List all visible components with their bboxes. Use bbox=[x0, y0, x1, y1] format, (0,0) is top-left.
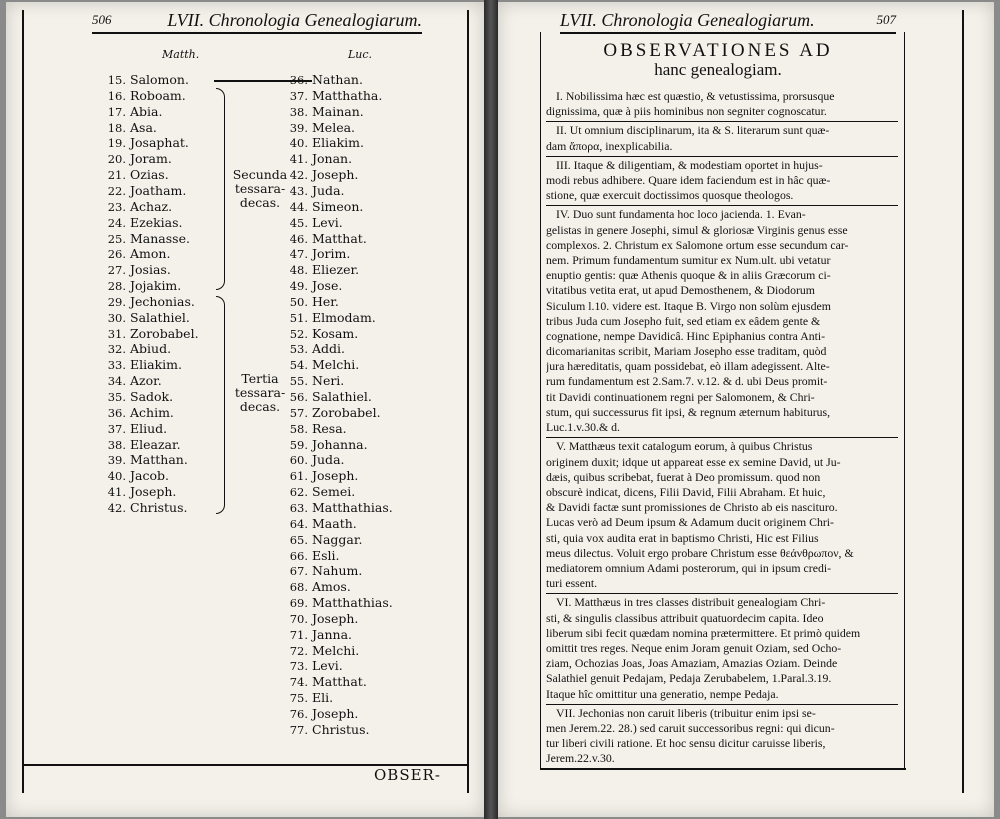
genealogy-entry bbox=[282, 215, 343, 231]
genealogy-entry bbox=[282, 88, 382, 104]
entry-name: Zorobabel. bbox=[312, 404, 381, 420]
entry-number: 67. bbox=[289, 564, 308, 579]
paragraph-line: mediatorem omnium Adami posterorum, qui in ipsum credi- bbox=[546, 560, 832, 575]
genealogy-entry bbox=[100, 278, 181, 294]
entry-number: 24. bbox=[107, 215, 126, 230]
genealogy-entry bbox=[282, 722, 369, 738]
entry-name: Joseph. bbox=[312, 610, 359, 626]
paragraph-line: tur liberi civili ratione. Et hoc sensu dicitur caruisse liberis, bbox=[546, 736, 826, 751]
genealogy-entry bbox=[100, 405, 174, 421]
paragraph-line: dam ἄπορα, inexplicabilia. bbox=[546, 138, 673, 153]
genealogy-entry bbox=[282, 120, 355, 136]
entry-number: 40. bbox=[289, 136, 308, 151]
entry-name: Neri. bbox=[312, 373, 345, 389]
left-catchword: OBSER- bbox=[374, 766, 441, 784]
entry-number: 51. bbox=[289, 310, 308, 325]
book-gutter bbox=[484, 0, 498, 819]
paragraph-line: nem. Primum fundamentum sumitur ex Num.ult. ubi vetatur bbox=[546, 252, 831, 267]
entry-name: Resa. bbox=[312, 420, 347, 436]
entry-number: 63. bbox=[289, 500, 308, 515]
entry-number: 61. bbox=[289, 469, 308, 484]
paragraph-line: sti, & singulis classibus attribuit quatuordecim capita. Ideo bbox=[546, 610, 824, 625]
genealogy-entry bbox=[282, 421, 347, 437]
entry-name: Achim. bbox=[130, 404, 174, 420]
entry-name: Janna. bbox=[312, 626, 352, 642]
entry-name: Eliezer. bbox=[312, 262, 360, 278]
genealogy-entry bbox=[282, 484, 355, 500]
entry-name: Matthat. bbox=[312, 230, 367, 246]
entry-name: Asa. bbox=[130, 119, 157, 135]
genealogy-entry bbox=[100, 452, 188, 468]
paragraph-line: III. Itaque & diligentiam, & modestiam oportet in hujus- bbox=[556, 157, 823, 172]
second-group-bracket bbox=[216, 88, 225, 290]
genealogy-entry bbox=[100, 468, 169, 484]
entry-number: 46. bbox=[289, 231, 308, 246]
entry-number: 34. bbox=[107, 374, 126, 389]
matthew-column-heading: Matth. bbox=[162, 48, 200, 61]
genealogy-entry bbox=[282, 151, 352, 167]
genealogy-entry bbox=[100, 262, 171, 278]
entry-number: 41. bbox=[289, 152, 308, 167]
entry-name: Matthatha. bbox=[312, 87, 383, 103]
genealogy-entry bbox=[282, 468, 358, 484]
entry-number: 23. bbox=[107, 199, 126, 214]
entry-number: 36. bbox=[289, 73, 308, 87]
entry-name: Josias. bbox=[130, 262, 171, 278]
observation-paragraph bbox=[546, 89, 896, 119]
paragraph-line: tribus Juda cum Josepho fuit, sed etiam ex eâdem gente & bbox=[546, 313, 821, 328]
paragraph-line: II. Ut omnium disciplinarum, ita & S. literarum sunt quæ- bbox=[556, 123, 830, 138]
entry-number: 26. bbox=[107, 247, 126, 262]
paragraph-line: vitatibus vetita erat, ut apud Demosthenem, & Diodorum bbox=[546, 283, 815, 298]
entry-number: 38. bbox=[107, 437, 126, 452]
paragraph-line: I. Nobilissima hæc est quæstio, & vetustissima, prorsusque bbox=[556, 89, 835, 103]
entry-number: 22. bbox=[107, 183, 126, 198]
genealogy-entry bbox=[100, 88, 186, 104]
entry-name: Amon. bbox=[130, 246, 171, 262]
entry-name: Jonan. bbox=[312, 151, 353, 167]
entry-number: 42. bbox=[289, 168, 308, 183]
entry-name: Salathiel. bbox=[130, 309, 190, 325]
genealogy-entry bbox=[282, 595, 393, 611]
entry-name: Melea. bbox=[312, 119, 356, 135]
paragraph-line: VI. Matthæus in tres classes distribuit genealogiam Chri- bbox=[556, 595, 826, 610]
genealogy-entry bbox=[282, 262, 359, 278]
genealogy-entry bbox=[282, 135, 364, 151]
entry-number: 77. bbox=[289, 722, 308, 737]
paragraph-line: turi essent. bbox=[546, 576, 598, 591]
entry-number: 41. bbox=[107, 485, 126, 500]
entry-name: Joseph. bbox=[312, 468, 359, 484]
observation-paragraph bbox=[546, 123, 896, 153]
entry-number: 38. bbox=[289, 104, 308, 119]
genealogy-entry bbox=[282, 437, 368, 453]
left-page-outer-rule bbox=[22, 10, 24, 793]
third-group-bracket bbox=[216, 296, 225, 514]
entry-name: Joatham. bbox=[130, 182, 187, 198]
genealogy-entry bbox=[282, 563, 362, 579]
entry-number: 59. bbox=[289, 437, 308, 452]
genealogy-entry bbox=[282, 310, 376, 326]
entry-name: Roboam. bbox=[130, 87, 186, 103]
entry-name: Nahum. bbox=[312, 563, 363, 579]
entry-number: 60. bbox=[289, 453, 308, 468]
entry-name: Salathiel. bbox=[312, 389, 372, 404]
entry-name: Jacob. bbox=[130, 468, 169, 484]
entry-number: 39. bbox=[107, 453, 126, 468]
entry-name: Salomon. bbox=[130, 72, 189, 87]
genealogy-entry bbox=[282, 452, 345, 468]
entry-name: Joseph. bbox=[312, 706, 359, 721]
left-running-head bbox=[92, 8, 422, 34]
entry-number: 71. bbox=[289, 627, 308, 642]
second-group-label: Secunda tessara- decas. bbox=[232, 167, 288, 210]
entry-number: 68. bbox=[289, 580, 308, 595]
entry-number: 20. bbox=[107, 152, 126, 167]
right-page-bottom-rule bbox=[540, 768, 906, 770]
entry-number: 37. bbox=[107, 421, 126, 436]
genealogy-entry bbox=[282, 104, 364, 120]
entry-name: Christus. bbox=[130, 499, 188, 515]
genealogy-entry bbox=[100, 104, 162, 120]
paragraph-line: rum fundamentum est 2.Sam.7. v.12. & d. ubi Deus promit- bbox=[546, 374, 828, 389]
genealogy-entry bbox=[100, 135, 189, 151]
entry-number: 25. bbox=[107, 231, 126, 246]
entry-number: 27. bbox=[107, 263, 126, 278]
paragraph-line: stione, quæ exercuit doctissimos quosque theologos. bbox=[546, 188, 794, 203]
entry-name: Joseph. bbox=[130, 484, 177, 500]
paragraph-line: modi rebus adhibere. Quare idem faciendum est in hâc quæ- bbox=[546, 172, 831, 187]
genealogy-entry bbox=[100, 326, 199, 342]
genealogy-entry bbox=[100, 120, 157, 136]
right-page-number: 507 bbox=[876, 12, 896, 27]
entry-number: 65. bbox=[289, 532, 308, 547]
genealogy-entry bbox=[100, 167, 169, 183]
paragraph-line: Luc.1.v.30.& d. bbox=[546, 420, 620, 435]
paragraph-separator bbox=[546, 205, 898, 206]
entry-name: Ezekias. bbox=[130, 214, 183, 230]
entry-number: 21. bbox=[107, 168, 126, 183]
paragraph-separator bbox=[546, 121, 898, 122]
entry-number: 29. bbox=[107, 294, 126, 309]
entry-number: 48. bbox=[289, 263, 308, 278]
entry-number: 30. bbox=[107, 310, 126, 325]
entry-number: 73. bbox=[289, 659, 308, 674]
entry-number: 55. bbox=[289, 374, 308, 389]
genealogy-entry bbox=[282, 516, 357, 532]
entry-number: 56. bbox=[289, 390, 308, 404]
left-page-number: 506 bbox=[92, 12, 112, 27]
paragraph-separator bbox=[546, 156, 898, 157]
entry-number: 50. bbox=[289, 294, 308, 309]
observations-title: OBSERVATIONES AD bbox=[603, 40, 833, 61]
right-running-head bbox=[560, 8, 896, 34]
paragraph-line: meus dilectus. Voluit ergo probare Christum esse θεάνθρωπον, & bbox=[546, 545, 854, 560]
entry-name: Ozias. bbox=[130, 167, 169, 183]
genealogy-entry bbox=[282, 246, 350, 262]
genealogy-entry bbox=[100, 421, 167, 437]
left-running-title: LVII. Chronologia Genealogiarum. bbox=[167, 9, 422, 30]
genealogy-entry bbox=[282, 643, 359, 659]
entry-name: Manasse. bbox=[130, 230, 190, 246]
genealogy-entry bbox=[282, 611, 358, 627]
entry-number: 36. bbox=[107, 405, 126, 420]
paragraph-line: Lucas verò ad Deum ipsum & Adamum ducit originem Chri- bbox=[546, 515, 834, 530]
right-running-title: LVII. Chronologia Genealogiarum. bbox=[560, 9, 815, 30]
entry-number: 76. bbox=[289, 707, 308, 721]
third-group-label: Tertia tessara- decas. bbox=[234, 371, 286, 414]
entry-name: Azor. bbox=[130, 373, 162, 389]
entry-name: Amos. bbox=[312, 579, 351, 595]
genealogy-entry bbox=[282, 674, 367, 690]
observation-paragraph bbox=[546, 439, 896, 591]
entry-name: Esli. bbox=[312, 547, 340, 563]
genealogy-entry bbox=[100, 215, 183, 231]
paragraph-line: liberum sibi fecit quædam nomina prætermittere. Et primò quidem bbox=[546, 625, 861, 640]
entry-name: Abiud. bbox=[130, 341, 172, 357]
paragraph-separator bbox=[546, 593, 898, 594]
entry-name: Levi. bbox=[312, 658, 343, 674]
paragraph-line: Salathiel genuit Pedajam, Pedaja Zerubabelem, 1.Paral.3.19. bbox=[546, 671, 832, 686]
paragraph-line: IV. Duo sunt fundamenta hoc loco jacienda. 1. Evan- bbox=[556, 207, 806, 222]
entry-number: 52. bbox=[289, 326, 308, 341]
paragraph-line: & Davidi factæ sunt promissiones de Christo ab eis nascituro. bbox=[546, 500, 838, 515]
left-page-inner-rule bbox=[467, 10, 469, 793]
genealogy-entry bbox=[282, 294, 339, 310]
entry-number: 39. bbox=[289, 120, 308, 135]
genealogy-entry bbox=[282, 341, 345, 357]
paragraph-line: dæis, quibus scribebat, fuerat à Deo promissum. quod non bbox=[546, 469, 821, 484]
entry-name: Abia. bbox=[130, 103, 163, 119]
entry-name: Eli. bbox=[312, 690, 334, 706]
entry-name: Jorim. bbox=[312, 246, 351, 262]
entry-name: Matthathias. bbox=[312, 595, 393, 611]
paragraph-line: enuptio gentis: quæ Athenis quoque & in aliis Græcorum ci- bbox=[546, 268, 831, 283]
paragraph-line: men Jerem.22. 28.) sed caruit successoribus regni: qui dicun- bbox=[546, 720, 835, 735]
entry-number: 44. bbox=[289, 199, 308, 214]
right-page-edge-rule bbox=[962, 10, 964, 793]
entry-name: Achaz. bbox=[130, 198, 173, 214]
genealogy-entry bbox=[282, 548, 340, 564]
paragraph-line: tit Davidi continuationem regni per Salomonem, & Chri- bbox=[546, 389, 815, 404]
genealogy-entry bbox=[282, 706, 358, 722]
entry-number: 43. bbox=[289, 183, 308, 198]
entry-name: Juda. bbox=[312, 182, 345, 198]
observation-paragraph bbox=[546, 207, 896, 435]
entry-name: Maath. bbox=[312, 515, 357, 531]
entry-number: 40. bbox=[107, 469, 126, 484]
paragraph-line: cognatione, nempe Davidicâ. Hinc Epiphanius contra Anti- bbox=[546, 328, 826, 343]
entry-number: 62. bbox=[289, 485, 308, 500]
entry-name: Sadok. bbox=[130, 389, 174, 404]
genealogy-entry bbox=[100, 183, 186, 199]
right-page-inner-rule bbox=[540, 32, 541, 770]
entry-number: 32. bbox=[107, 342, 126, 357]
paragraph-line: stum, qui successurus fit ipsi, & regnum æternum habiturus, bbox=[546, 404, 831, 419]
genealogy-entry bbox=[100, 373, 162, 389]
entry-name: Jose. bbox=[312, 278, 343, 294]
entry-name: Jechonias. bbox=[130, 293, 195, 309]
entry-name: Matthat. bbox=[312, 674, 367, 690]
entry-number: 64. bbox=[289, 516, 308, 531]
paragraph-line: originem duxit; idque ut appareat esse ex semine David, ut Ju- bbox=[546, 454, 841, 469]
entry-number: 17. bbox=[107, 104, 126, 119]
genealogy-entry bbox=[282, 326, 358, 342]
entry-name: Zorobabel. bbox=[130, 325, 199, 341]
entry-name: Christus. bbox=[312, 721, 370, 737]
entry-number: 31. bbox=[107, 326, 126, 341]
entry-number: 45. bbox=[289, 215, 308, 230]
entry-name: Josaphat. bbox=[130, 135, 189, 151]
genealogy-entry bbox=[100, 199, 172, 215]
paragraph-line: dicomarianitas scribit, Mariam Josepho esse traditam, quòd bbox=[546, 344, 827, 359]
entry-name: Eliud. bbox=[130, 420, 168, 436]
paragraph-line: ziam, Ochozias Joas, Joas Amaziam, Amazias Oziam. Deinde bbox=[546, 656, 838, 671]
genealogy-entry bbox=[282, 231, 367, 247]
paragraph-line: dignissima, quæ à piis hominibus non segniter cognoscatur. bbox=[546, 104, 827, 119]
genealogy-entry bbox=[100, 151, 172, 167]
genealogy-entry bbox=[100, 310, 190, 326]
entry-name: Nathan. bbox=[312, 72, 363, 87]
entry-number: 15. bbox=[107, 73, 126, 87]
entry-number: 69. bbox=[289, 596, 308, 611]
entry-name: Joram. bbox=[130, 151, 172, 167]
entry-name: Simeon. bbox=[312, 198, 364, 214]
entry-number: 19. bbox=[107, 136, 126, 151]
paragraph-line: VII. Jechonias non caruit liberis (tribuitur enim ipsi se- bbox=[556, 705, 816, 720]
genealogy-entry bbox=[100, 72, 189, 88]
entry-name: Matthan. bbox=[130, 452, 188, 468]
genealogy-entry bbox=[282, 500, 393, 516]
genealogy-entry bbox=[282, 532, 362, 548]
entry-number: 35. bbox=[107, 390, 126, 404]
entry-name: Eliakim. bbox=[130, 357, 182, 373]
luke-column-heading: Luc. bbox=[348, 48, 373, 61]
observation-paragraph bbox=[546, 158, 896, 204]
genealogy-entry bbox=[282, 389, 372, 405]
entry-number: 16. bbox=[107, 88, 126, 103]
entry-number: 49. bbox=[289, 279, 308, 294]
entry-name: Matthathias. bbox=[312, 499, 393, 515]
genealogy-entry bbox=[100, 389, 173, 405]
genealogy-entry bbox=[100, 437, 181, 453]
entry-name: Levi. bbox=[312, 214, 343, 230]
paragraph-line: omittit tres reges. Neque enim Joram genuit Oziam, sed Ocho- bbox=[546, 640, 842, 655]
genealogy-entry bbox=[100, 231, 190, 247]
entry-name: Mainan. bbox=[312, 103, 364, 119]
genealogy-entry bbox=[100, 341, 171, 357]
entry-name: Naggar. bbox=[312, 531, 363, 547]
genealogy-entry bbox=[282, 405, 381, 421]
genealogy-entry bbox=[282, 278, 342, 294]
paragraph-line: sti, quia vox audita erat in baptismo Christi, Hic est Filius bbox=[546, 530, 819, 545]
genealogy-entry bbox=[100, 484, 176, 500]
entry-number: 54. bbox=[289, 358, 308, 373]
paragraph-line: Itaque hîc omittitur una generatio, nempe Pedaja. bbox=[546, 686, 779, 701]
entry-number: 74. bbox=[289, 675, 308, 690]
paragraph-separator bbox=[546, 437, 898, 438]
entry-number: 72. bbox=[289, 643, 308, 658]
entry-number: 28. bbox=[107, 279, 126, 294]
entry-name: Johanna. bbox=[312, 436, 368, 452]
entry-name: Joseph. bbox=[312, 167, 359, 183]
genealogy-entry bbox=[282, 658, 343, 674]
observation-paragraph bbox=[546, 706, 896, 767]
genealogy-entry bbox=[282, 627, 352, 643]
observations-subtitle: hanc genealogiam. bbox=[654, 60, 782, 79]
entry-number: 53. bbox=[289, 342, 308, 357]
entry-name: Her. bbox=[312, 293, 339, 309]
paragraph-line: V. Matthæus texit catalogum eorum, à quibus Christus bbox=[556, 439, 813, 454]
right-page-outer-rule bbox=[904, 32, 905, 770]
entry-name: Eleazar. bbox=[130, 436, 181, 452]
genealogy-entry bbox=[100, 294, 195, 310]
paragraph-separator bbox=[546, 704, 898, 705]
entry-name: Juda. bbox=[312, 452, 345, 468]
paragraph-line: Jerem.22.v.30. bbox=[546, 751, 615, 766]
genealogy-entry bbox=[282, 357, 359, 373]
entry-name: Elmodam. bbox=[312, 309, 376, 325]
genealogy-entry bbox=[100, 500, 187, 516]
entry-name: Melchi. bbox=[312, 642, 360, 658]
entry-name: Addi. bbox=[312, 341, 346, 357]
entry-number: 70. bbox=[289, 611, 308, 626]
entry-number: 37. bbox=[289, 88, 308, 103]
entry-name: Semei. bbox=[312, 484, 356, 500]
genealogy-entry bbox=[282, 690, 333, 706]
paragraph-line: obscurè indicat, dicens, Filii David, Filii Abraham. Et huic, bbox=[546, 484, 826, 499]
entry-number: 47. bbox=[289, 247, 308, 262]
entry-number: 58. bbox=[289, 421, 308, 436]
paragraph-line: complexos. 2. Christum ex Salomone ortum esse secundum car- bbox=[546, 237, 849, 252]
paragraph-line: jura hæreditatis, quam possidebat, eò illam adegissent. Alte- bbox=[546, 359, 830, 374]
entry-name: Eliakim. bbox=[312, 135, 364, 151]
entry-number: 33. bbox=[107, 358, 126, 373]
salomon-nathan-connector bbox=[214, 80, 312, 82]
genealogy-entry bbox=[282, 579, 351, 595]
genealogy-entry bbox=[100, 357, 182, 373]
entry-number: 18. bbox=[107, 120, 126, 135]
observation-paragraph bbox=[546, 595, 896, 701]
entry-name: Kosam. bbox=[312, 325, 359, 341]
paragraph-line: gelistas in genere Josephi, simul & gloriosæ Virginis genus esse bbox=[546, 222, 848, 237]
entry-number: 57. bbox=[289, 405, 308, 420]
entry-name: Jojakim. bbox=[130, 278, 182, 294]
genealogy-entry bbox=[100, 246, 170, 262]
entry-name: Melchi. bbox=[312, 357, 360, 373]
paragraph-line: Siculum l.10. videre est. Itaque B. Virgo non solùm ejusdem bbox=[546, 298, 831, 313]
entry-number: 75. bbox=[289, 691, 308, 706]
entry-number: 42. bbox=[107, 500, 126, 515]
entry-number: 66. bbox=[289, 548, 308, 563]
